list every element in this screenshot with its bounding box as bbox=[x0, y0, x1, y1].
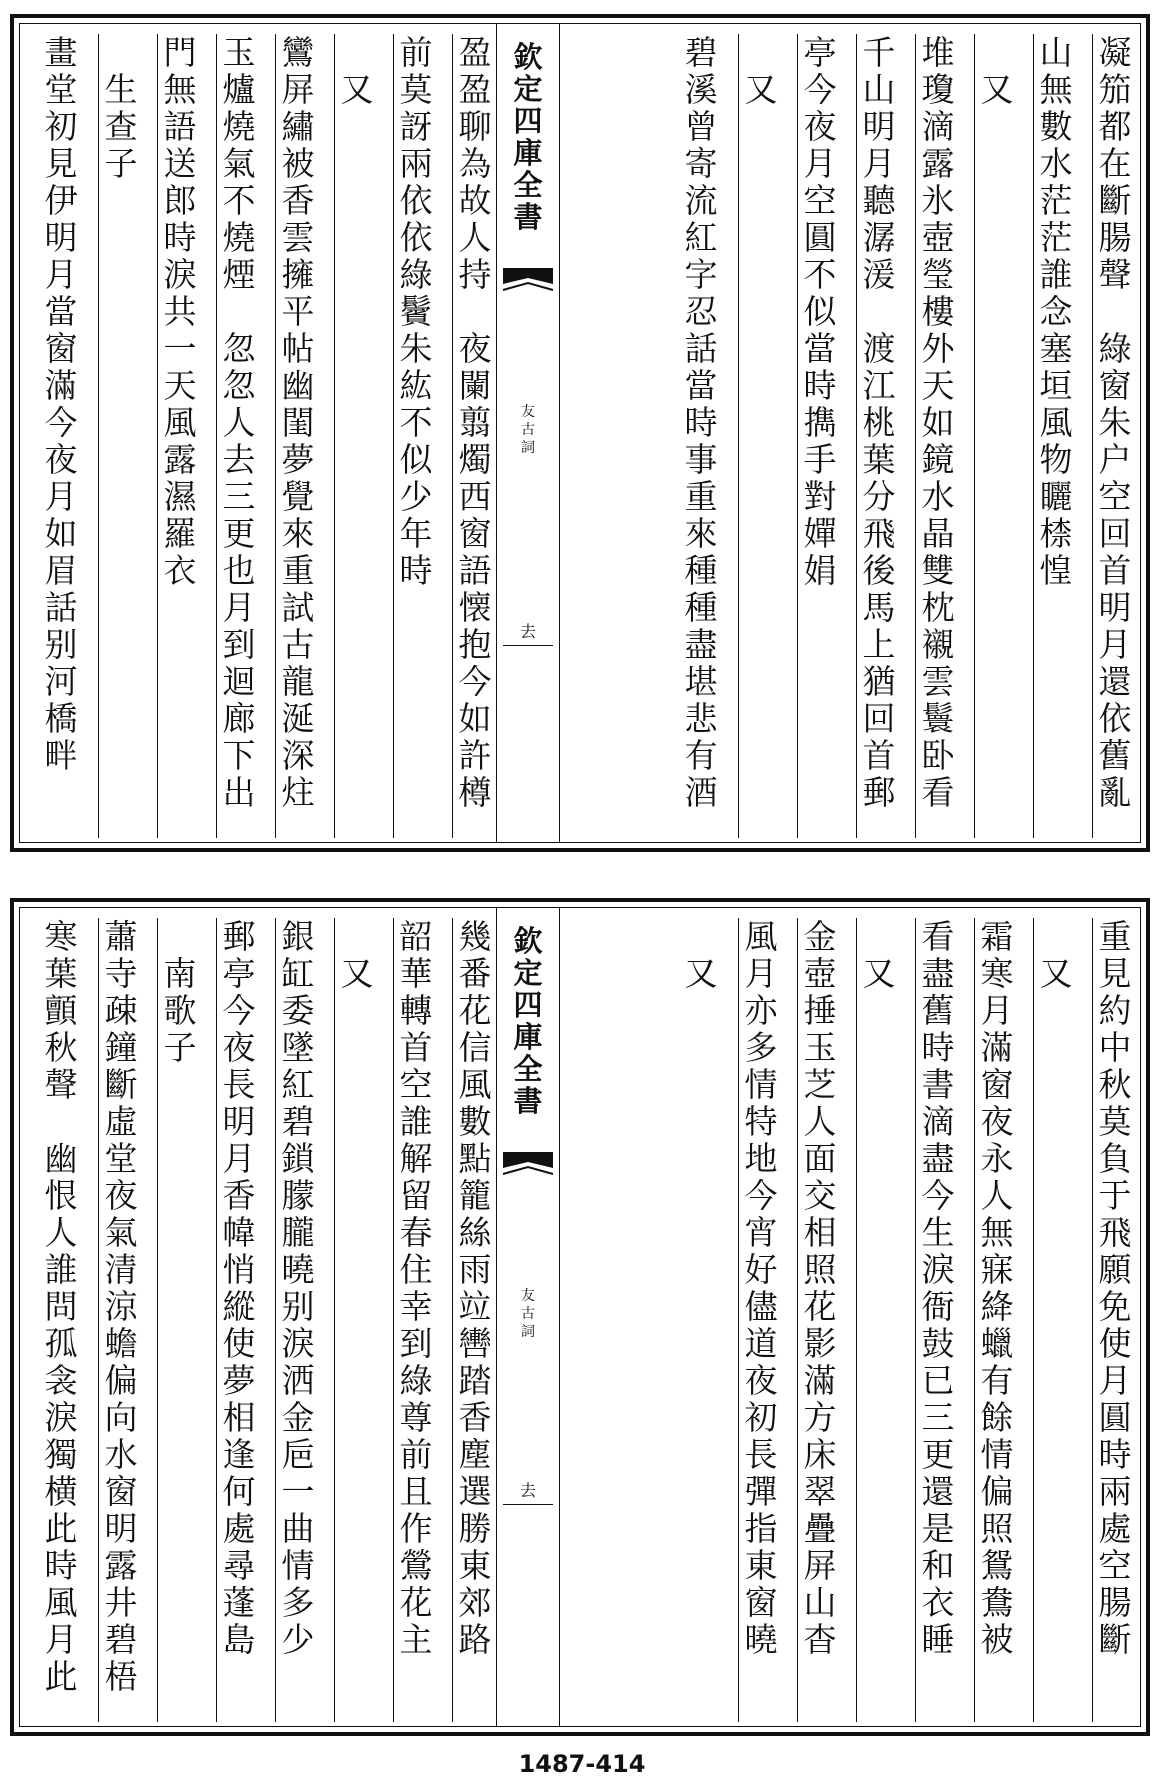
gutter-book-title: 友 古 詞 bbox=[521, 404, 535, 456]
text-column: 寒 葉 顫 秋 聲 幽 恨 人 誰 問 孤 衾 淚 獨 横 此 時 風 月 此 bbox=[44, 917, 78, 1696]
text-column: 又 bbox=[974, 34, 1019, 838]
text-column: 幾 番 花 信 風 數 點 籠 絲 雨 竝 轡 踏 香 塵 選 勝 東 郊 路 bbox=[452, 918, 497, 1722]
text-column: 千 山 明 月 聽 潺 湲 渡 江 桃 葉 分 飛 後 馬 上 猶 回 首 郵 bbox=[856, 34, 901, 838]
gutter-title: 欽 定 四 庫 全 書 bbox=[513, 40, 543, 234]
text-column: 盈 盈 聊 為 故 人 持 夜 闌 翦 燭 西 窗 語 懐 抱 今 如 許 樽 bbox=[452, 34, 497, 838]
text-column: 重 見 約 中 秋 莫 負 于 飛 願 免 使 月 圓 時 兩 處 空 腸 斷 bbox=[1092, 918, 1137, 1722]
text-column: 又 bbox=[684, 954, 718, 993]
text-column: 金 壺 捶 玉 芝 人 面 交 相 照 花 影 滿 方 床 翠 疊 屏 山 杳 bbox=[797, 918, 842, 1722]
text-column: 看 盡 舊 時 書 滴 盡 今 生 淚 衙 鼓 已 三 更 還 是 和 衣 睡 bbox=[915, 918, 960, 1722]
text-column: 鸞 屏 繡 被 香 雲 擁 平 帖 幽 閨 夢 覺 來 重 試 古 龍 涎 深 炷 bbox=[275, 34, 320, 838]
text-column: 又 bbox=[334, 918, 379, 1722]
text-column: 南 歌 子 bbox=[157, 918, 202, 1722]
text-column: 又 bbox=[738, 34, 783, 838]
page-bottom bbox=[10, 898, 1150, 1736]
gutter-rule bbox=[503, 645, 553, 646]
gutter-book-title: 友 古 詞 bbox=[521, 1288, 535, 1340]
text-column: 韶 華 轉 首 空 誰 解 留 春 住 幸 到 綠 尊 前 且 作 鶯 花 主 bbox=[393, 918, 438, 1722]
text-column: 生 查 子 bbox=[98, 34, 143, 838]
text-column: 前 莫 訝 兩 依 依 綠 鬢 朱 紘 不 似 少 年 時 bbox=[393, 34, 438, 838]
text-column: 郵 亭 今 夜 長 明 月 香 幃 悄 縱 使 夢 相 逢 何 處 尋 蓬 島 bbox=[216, 918, 261, 1722]
center-gutter bbox=[496, 23, 560, 843]
gutter-title: 欽 定 四 庫 全 書 bbox=[513, 924, 543, 1118]
gutter-rule bbox=[503, 1504, 553, 1505]
text-column: 凝 笳 都 在 斷 腸 聲 綠 窗 朱 户 空 回 首 明 月 還 依 舊 亂 bbox=[1092, 34, 1137, 838]
text-column: 蕭 寺 疎 鐘 斷 虛 堂 夜 氣 清 涼 蟾 偏 向 水 窗 明 露 井 碧 梧 bbox=[98, 918, 143, 1722]
text-column: 堆 瓊 滴 露 氷 壺 瑩 樓 外 天 如 鏡 水 晶 雙 枕 襯 雲 鬟 卧 看 bbox=[915, 34, 960, 838]
gutter-page-number: 去 bbox=[519, 1481, 536, 1500]
page-top bbox=[10, 14, 1150, 852]
fishtail-mark-icon bbox=[497, 268, 559, 304]
text-column: 山 無 數 水 茫 茫 誰 念 塞 垣 風 物 矖 㮏 惶 bbox=[1033, 34, 1078, 838]
text-column: 門 無 語 送 郎 時 淚 共 一 天 風 露 濕 羅 衣 bbox=[157, 34, 202, 838]
text-column: 又 bbox=[1033, 918, 1078, 1722]
text-column: 風 月 亦 多 情 特 地 今 宵 好 儘 道 夜 初 長 彈 指 東 窗 曉 bbox=[738, 918, 783, 1722]
text-column: 又 bbox=[334, 34, 379, 838]
text-column: 銀 缸 委 墜 紅 碧 鎖 朦 朧 曉 别 淚 洒 金 巵 一 曲 情 多 少 bbox=[275, 918, 320, 1722]
text-column: 畫 堂 初 見 伊 明 月 當 窗 滿 今 夜 月 如 眉 話 别 河 橋 畔 bbox=[44, 33, 78, 775]
fishtail-mark-icon bbox=[497, 1152, 559, 1188]
gutter-page-number: 去 bbox=[519, 622, 536, 641]
text-column: 玉 爐 燒 氣 不 燒 煙 忽 忽 人 去 三 更 也 月 到 迴 廊 下 出 bbox=[216, 34, 261, 838]
page-footer-number: 1487-414 bbox=[518, 1750, 646, 1778]
text-column: 亭 今 夜 月 空 圓 不 似 當 時 擕 手 對 嬋 娟 bbox=[797, 34, 842, 838]
center-gutter bbox=[496, 907, 560, 1727]
text-column: 碧 溪 曾 寄 流 紅 字 忍 話 當 時 事 重 來 種 種 盡 堪 悲 有 酒 bbox=[684, 33, 718, 812]
text-column: 又 bbox=[856, 918, 901, 1722]
text-column: 霜 寒 月 滿 窗 夜 永 人 無 寐 絳 蠟 有 餘 情 偏 照 鴛 鴦 被 bbox=[974, 918, 1019, 1722]
